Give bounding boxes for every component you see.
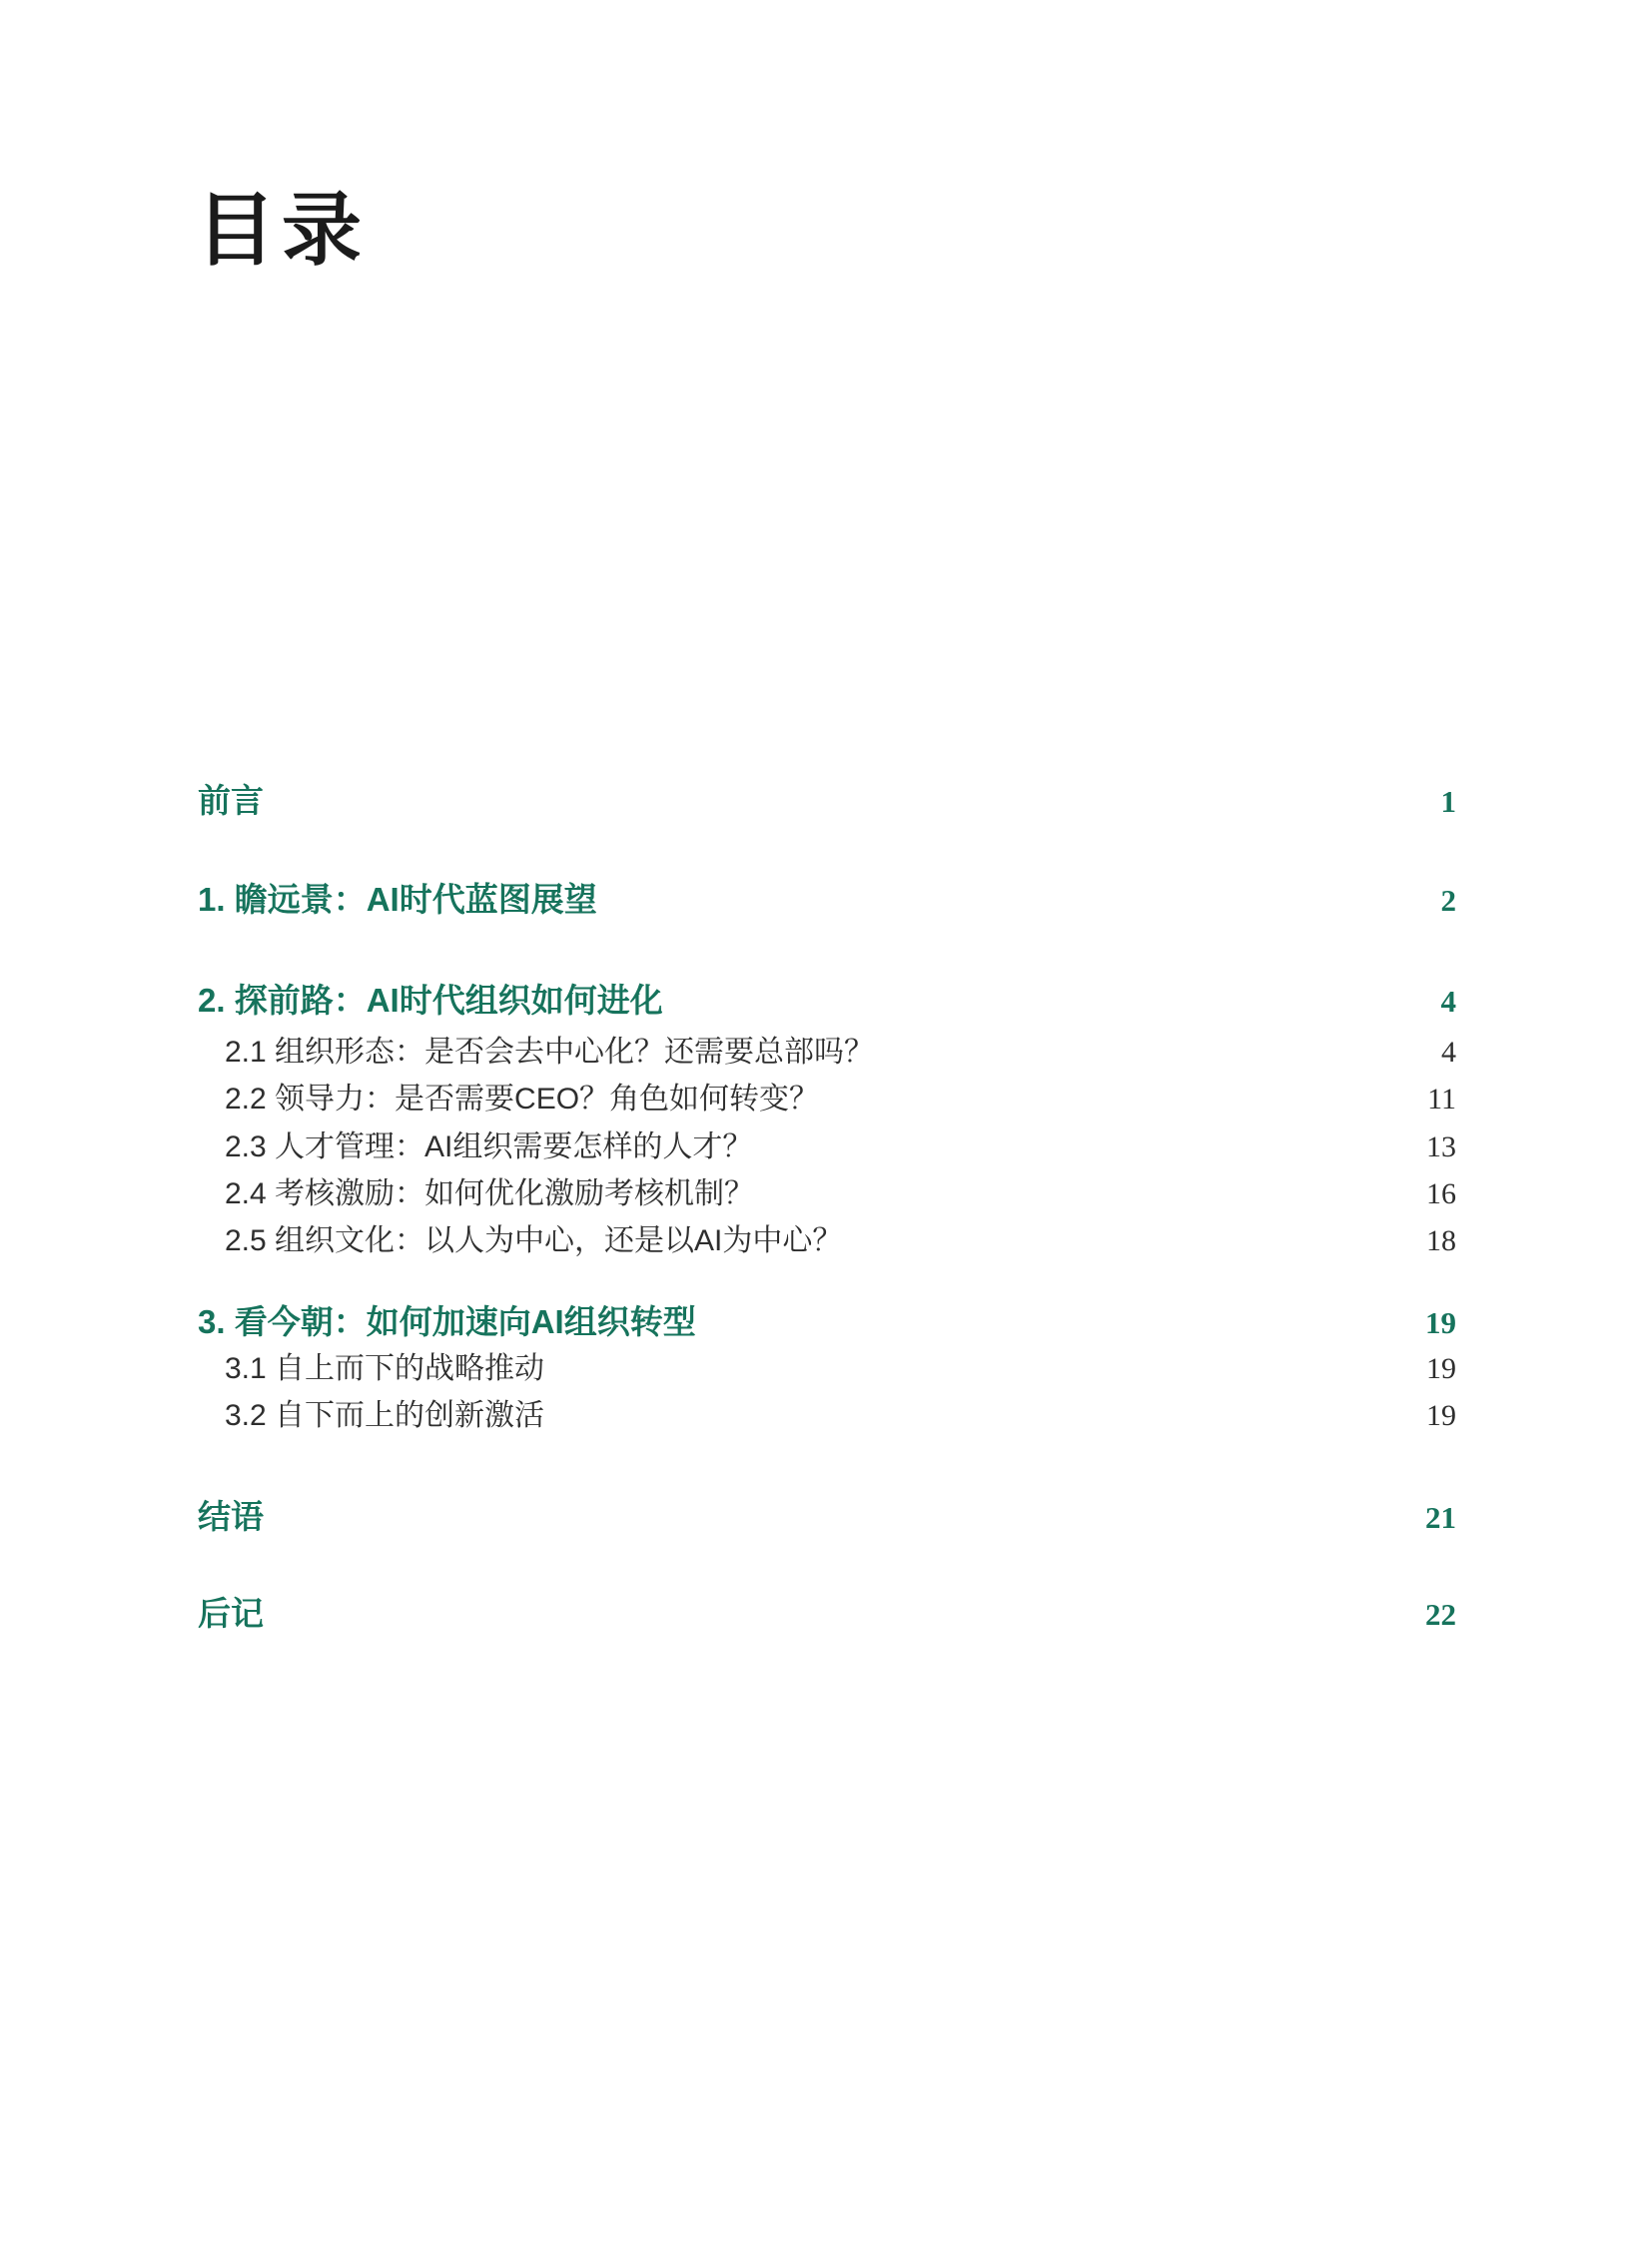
toc-entry-label: 2.2 领导力：是否需要CEO？角色如何转变？ bbox=[225, 1083, 820, 1116]
toc-entry-page: 1 bbox=[1440, 784, 1456, 819]
toc-entry-label: 2. 探前路：AI时代组织如何进化 bbox=[198, 982, 663, 1019]
page-title: 目录 bbox=[196, 183, 368, 277]
toc-entry-label: 2.4 考核激励：如何优化激励考核机制？ bbox=[225, 1177, 755, 1210]
toc-entry[interactable] bbox=[198, 1397, 1456, 1435]
toc-entry-page: 4 bbox=[1440, 984, 1456, 1019]
toc-entry[interactable] bbox=[198, 881, 1456, 920]
toc-entry-page: 18 bbox=[1426, 1224, 1456, 1257]
toc-entry-page: 13 bbox=[1426, 1130, 1456, 1163]
toc-entry[interactable] bbox=[198, 1081, 1456, 1119]
toc-entry[interactable] bbox=[198, 1595, 1456, 1634]
toc-entry-label: 2.5 组织文化：以人为中心，还是以AI为中心？ bbox=[225, 1224, 843, 1257]
toc-entry[interactable] bbox=[198, 1498, 1456, 1537]
toc-entry-page: 22 bbox=[1425, 1597, 1456, 1632]
toc-entry-page: 19 bbox=[1426, 1399, 1456, 1432]
toc-entry-label: 2.3 人才管理：AI组织需要怎样的人才？ bbox=[225, 1130, 753, 1163]
toc-entry-label: 后记 bbox=[198, 1595, 264, 1632]
toc-entry[interactable] bbox=[198, 1175, 1456, 1213]
toc-entry-page: 19 bbox=[1426, 1352, 1456, 1385]
toc-entry[interactable] bbox=[198, 1128, 1456, 1166]
toc-entry-label: 3.1 自上而下的战略推动 bbox=[225, 1352, 545, 1385]
toc-entry[interactable] bbox=[198, 1222, 1456, 1260]
toc-entry[interactable] bbox=[198, 982, 1456, 1021]
toc-entry-label: 2.1 组织形态：是否会去中心化？还需要总部吗？ bbox=[225, 1036, 875, 1069]
toc-entry-label: 前言 bbox=[198, 782, 264, 819]
toc-entry-page: 19 bbox=[1425, 1305, 1456, 1340]
toc-entry[interactable] bbox=[198, 1303, 1456, 1342]
toc-entry-page: 2 bbox=[1440, 883, 1456, 918]
toc-entry[interactable] bbox=[198, 1034, 1456, 1072]
toc-entry-page: 21 bbox=[1425, 1500, 1456, 1535]
toc-entry-page: 11 bbox=[1427, 1083, 1456, 1116]
toc-entry-page: 4 bbox=[1441, 1036, 1456, 1069]
toc-entry-label: 结语 bbox=[198, 1498, 264, 1535]
toc-entry-label: 3. 看今朝：如何加速向AI组织转型 bbox=[198, 1303, 696, 1340]
toc-entry-label: 3.2 自下而上的创新激活 bbox=[225, 1399, 545, 1432]
toc-entry-label: 1. 瞻远景：AI时代蓝图展望 bbox=[198, 881, 597, 918]
toc-entry-page: 16 bbox=[1426, 1177, 1456, 1210]
toc-entry[interactable] bbox=[198, 1350, 1456, 1388]
toc-entry[interactable] bbox=[198, 782, 1456, 821]
